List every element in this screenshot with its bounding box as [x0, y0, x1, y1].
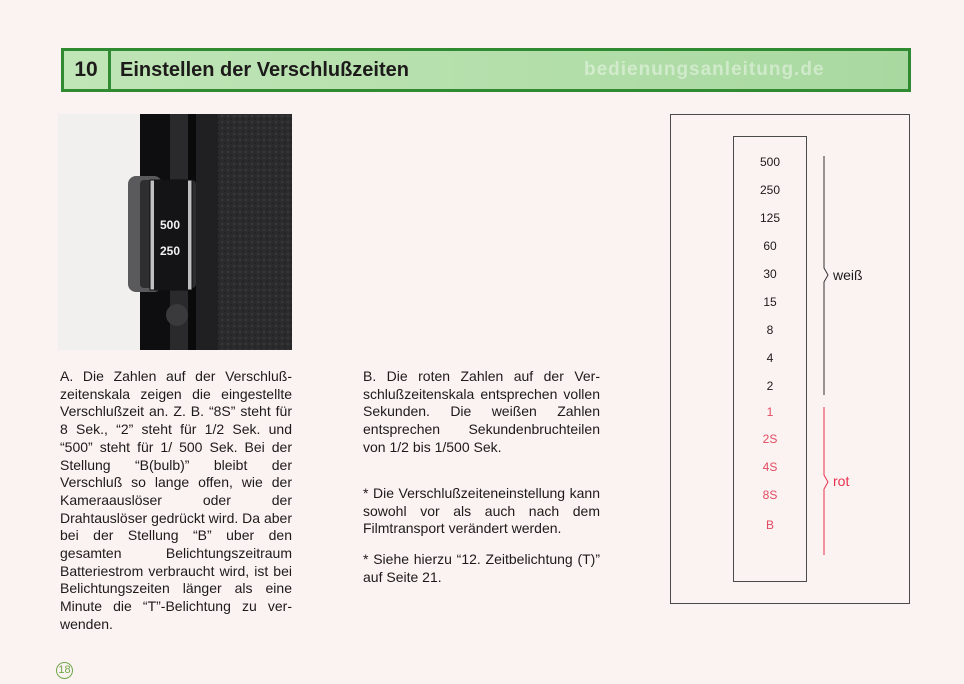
- white-values-label: weiß: [833, 267, 863, 283]
- paragraph-a: A. Die Zahlen auf der Verschlußzeitenskala zeigen die eingestellte Verschlußzeit an. Z. B. “8S” steht für 8 Sek., “2” steht für 1/2 Sek. und “500” steht für 1/ 500 Sek. Bei der Stellung “B(bulb)” bleibt der Verschluß so lange offen, wie der Kameraauslöser oder der Drahtauslöser gedrückt wird. Da aber bei der Stellung “B” uber den gesamten Belichtungszeitraum Batteriestrom verbraucht wird, ist bei Belichtungszeiten länger als eine Minute die “T”-Belichtung zu verwenden.: [60, 368, 292, 632]
- paragraph-b: B. Die roten Zahlen auf der Verschlußzeitenskala entsprechen vollen Sekunden. Die weißen Zahlen entsprechen Sekundenbruchteilen von 1/2 bis 1/500 Sek.: [363, 368, 600, 455]
- scale-brackets: [812, 150, 836, 560]
- scale-value-white: 30: [763, 267, 777, 281]
- scale-value-white: 60: [763, 239, 777, 253]
- scale-value-white: 4: [766, 351, 774, 365]
- scale-value-red: 4S: [762, 460, 778, 474]
- camera-shutter-dial-photo: [58, 114, 292, 350]
- scale-value-red: 8S: [762, 488, 778, 502]
- red-bracket: [824, 407, 828, 555]
- dial-value-500: 500: [160, 218, 181, 232]
- scale-value-red: 1: [766, 405, 774, 419]
- section-number: 10: [64, 51, 111, 89]
- note-c: * Siehe hierzu “12. Zeitbelichtung (T)” auf Seite 21.: [363, 551, 600, 585]
- scale-value-white: 15: [763, 295, 777, 309]
- scale-value-red: B: [765, 518, 774, 532]
- scale-value-white: 2: [766, 379, 774, 393]
- scale-value-white: 250: [759, 183, 781, 197]
- section-title: Einstellen der Verschlußzeiten: [120, 59, 409, 81]
- scale-value-white: 8: [766, 323, 774, 337]
- red-values-label: rot: [833, 473, 850, 489]
- watermark: bedienungsanleitung.de: [584, 59, 825, 80]
- page-number: 18: [56, 662, 73, 679]
- camera-illustration: [58, 114, 292, 350]
- note-b: * Die Verschlußzeiteneinstellung kann sowohl vor als auch nach dem Filmtransport verändert werden.: [363, 485, 600, 537]
- dial-value-250: 250: [160, 244, 181, 258]
- scale-value-white: 125: [759, 211, 781, 225]
- scale-value-white: 500: [759, 155, 781, 169]
- section-header: [61, 48, 911, 92]
- white-bracket: [824, 156, 828, 395]
- scale-value-red: 2S: [762, 432, 778, 446]
